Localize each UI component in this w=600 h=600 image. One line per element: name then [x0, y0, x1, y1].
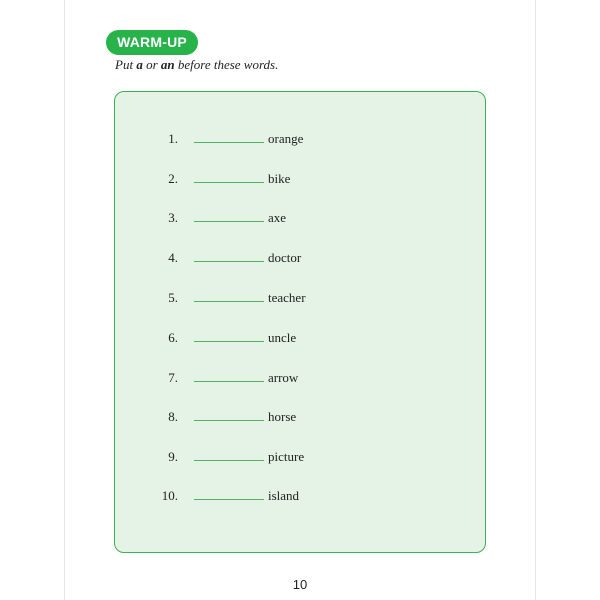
- item-number: 8.: [168, 409, 178, 424]
- item-number: 1.: [168, 131, 178, 146]
- item-number: 6.: [168, 330, 178, 345]
- exercise-item: [150, 290, 450, 310]
- item-word: doctor: [268, 250, 302, 265]
- exercise-item: [150, 449, 450, 469]
- instruction-a: a: [136, 57, 143, 72]
- page-number: 10: [292, 577, 308, 592]
- answer-blank[interactable]: [194, 499, 264, 500]
- instruction-part2: or: [142, 57, 161, 72]
- answer-blank[interactable]: [194, 381, 264, 382]
- item-number: 9.: [168, 449, 178, 464]
- item-number: 4.: [168, 250, 178, 265]
- item-word: uncle: [268, 330, 297, 345]
- item-number: 2.: [168, 171, 178, 186]
- answer-blank[interactable]: [194, 460, 264, 461]
- instruction-part3: before these words.: [174, 57, 279, 72]
- item-word: teacher: [268, 290, 306, 305]
- item-word: arrow: [268, 370, 299, 385]
- item-word: picture: [268, 449, 305, 464]
- exercise-item: [150, 330, 450, 350]
- exercise-box: [114, 91, 486, 553]
- item-number: 10.: [161, 488, 178, 503]
- exercise-item: [150, 250, 450, 270]
- exercise-item: [150, 131, 450, 151]
- exercise-item: [150, 409, 450, 429]
- answer-blank[interactable]: [194, 420, 264, 421]
- exercise-item: [150, 210, 450, 230]
- item-number: 3.: [168, 210, 178, 225]
- instruction-text: [115, 57, 278, 73]
- answer-blank[interactable]: [194, 182, 264, 183]
- section-badge: WARM-UP: [106, 30, 198, 55]
- exercise-item: [150, 488, 450, 508]
- item-word: axe: [268, 210, 287, 225]
- answer-blank[interactable]: [194, 221, 264, 222]
- instruction-part1: Put: [115, 57, 137, 72]
- item-word: bike: [268, 171, 291, 186]
- item-number: 7.: [168, 370, 178, 385]
- item-word: orange: [268, 131, 304, 146]
- answer-blank[interactable]: [194, 142, 264, 143]
- item-number: 5.: [168, 290, 178, 305]
- answer-blank[interactable]: [194, 301, 264, 302]
- exercise-item: [150, 370, 450, 390]
- item-word: island: [268, 488, 300, 503]
- instruction-an: an: [160, 57, 175, 72]
- answer-blank[interactable]: [194, 341, 264, 342]
- exercise-item: [150, 171, 450, 191]
- answer-blank[interactable]: [194, 261, 264, 262]
- item-word: horse: [268, 409, 297, 424]
